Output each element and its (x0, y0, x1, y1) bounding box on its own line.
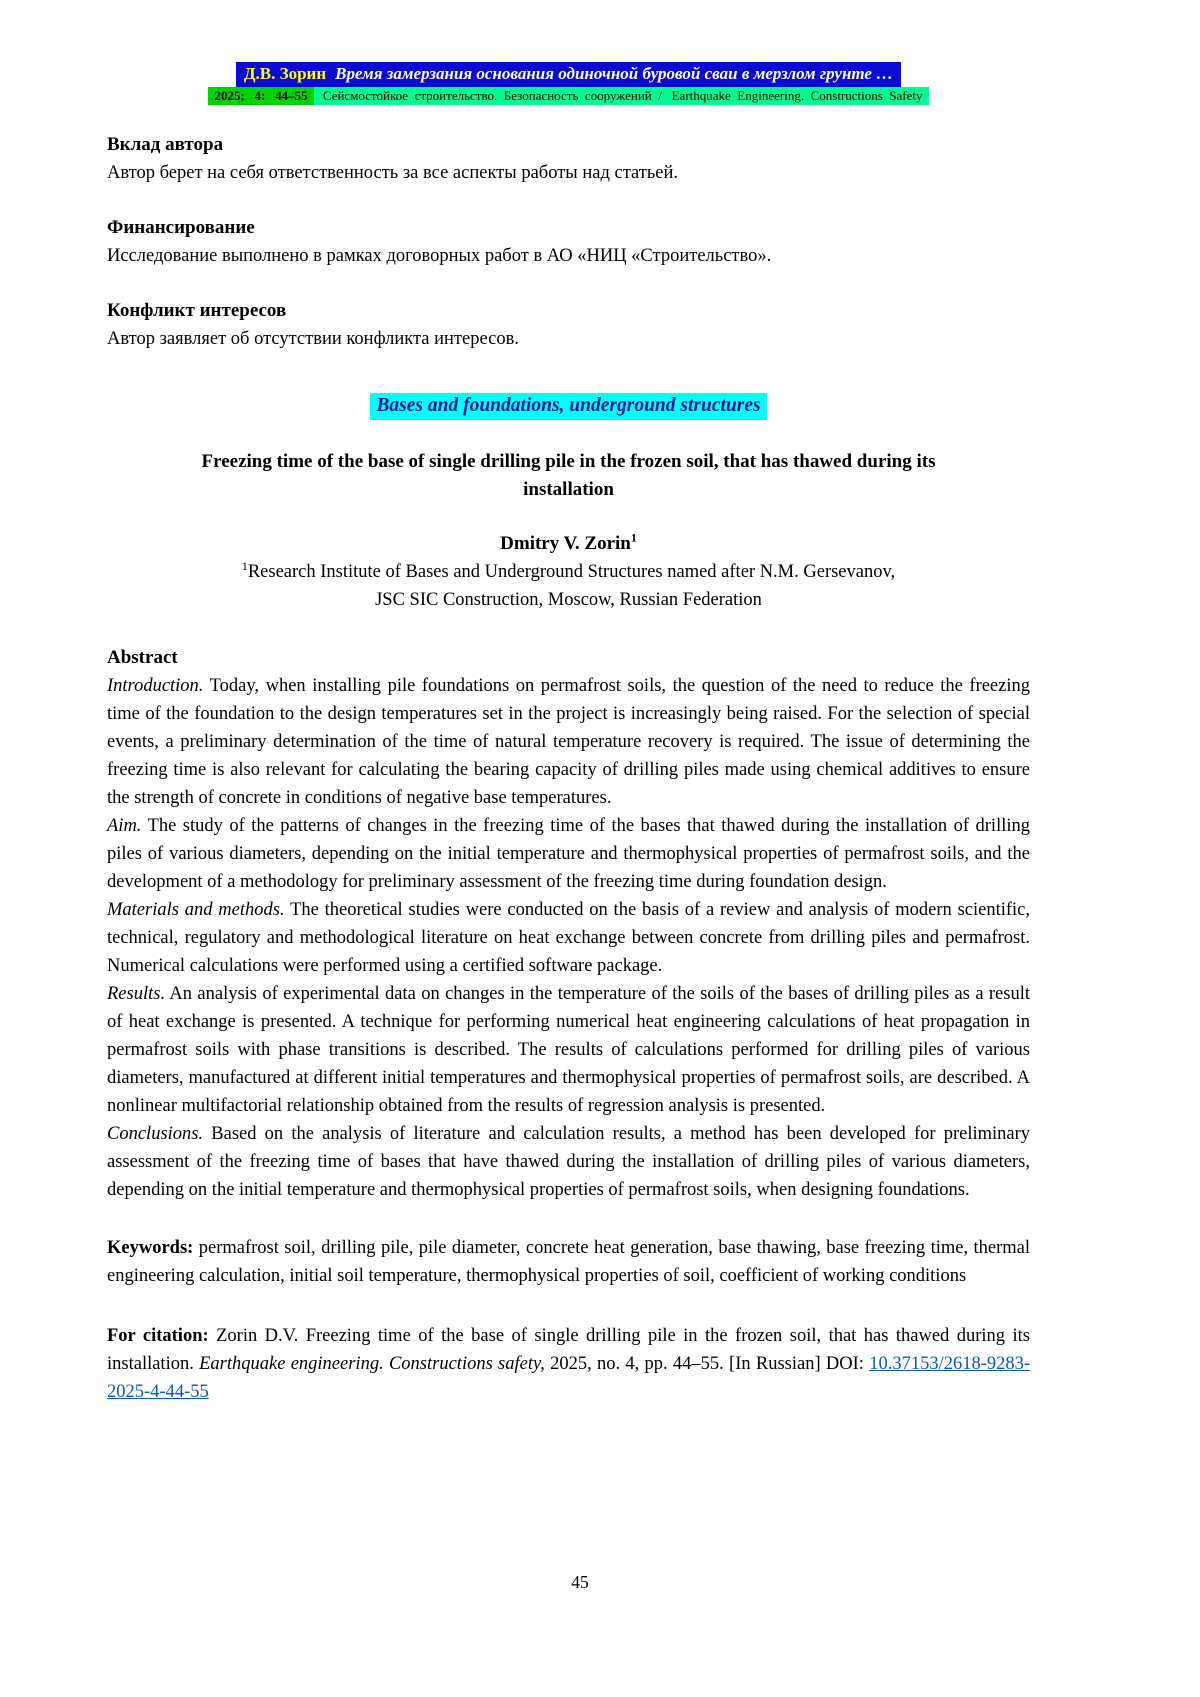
citation-journal: Earthquake engineering. Constructions safety, (199, 1353, 545, 1374)
citation-text-1: Zorin D.V. Freezing time of the base of single drilling pile in the frozen soil, that has thawed during its installation. (107, 1325, 1030, 1374)
abstract-paragraph-materials-methods (107, 896, 1030, 980)
citation-label: For citation: (107, 1325, 209, 1346)
conflict-of-interest-section (107, 297, 1030, 353)
paragraph-lead: Introduction. (107, 675, 204, 696)
paragraph-lead: Materials and methods. (107, 899, 285, 920)
page-number: 45 (571, 1572, 589, 1592)
paragraph-text: Based on the analysis of literature and calculation results, a method has been developed for preliminary assessment of the freezing time of bases that have thawed during the installation of drilling piles of various diameters, depending on the initial temperature and thermophysical properties of permafrost soils, when designing foundations. (107, 1123, 1031, 1200)
abstract-paragraph-aim (107, 812, 1030, 896)
paragraph-lead: Aim. (107, 815, 142, 836)
author-contribution-section (107, 131, 1030, 187)
section-banner-wrap (107, 393, 1030, 420)
author-superscript: 1 (630, 530, 637, 545)
conflict-of-interest-text: Автор заявляет об отсутствии конфликта интересов. (107, 328, 519, 349)
affiliation-superscript: 1 (241, 558, 248, 573)
keywords-text: permafrost soil, drilling pile, pile diameter, concrete heat generation, base thawing, base freezing time, thermal engineering calculation, initial soil temperature, thermophysical properties of soil, coefficient of working conditions (107, 1237, 1030, 1286)
doi-link[interactable]: 10.37153/2618-9283-2025-4-44-55 (107, 1353, 1031, 1402)
author-contribution-text: Автор берет на себя ответственность за все аспекты работы над статьей. (107, 162, 679, 183)
conflict-of-interest-heading: Конфликт интересов (107, 299, 287, 321)
paragraph-text: Today, when installing pile foundations on permafrost soils, the question of the need to reduce the freezing time of the foundation to the design temperatures set in the project is increasingly being raised. For the selection of special events, a preliminary determination of the time of natural temperature recovery is required. The issue of determining the freezing time is also relevant for calculating the bearing capacity of drilling piles made using chemical additives to ensure the strength of concrete in conditions of negative base temperatures. (107, 675, 1030, 808)
paragraph-lead: Results. (107, 983, 166, 1004)
keywords-label: Keywords: (107, 1237, 194, 1258)
journal-header (107, 62, 1030, 104)
paragraph-lead: Conclusions. (107, 1123, 204, 1144)
affiliation-text-1: Research Institute of Bases and Underground Structures named after N.M. Gersevanov, (247, 561, 896, 582)
article-author (107, 530, 1030, 558)
running-head-bar (236, 62, 901, 87)
citation-paragraph (107, 1322, 1030, 1406)
paragraph-text: An analysis of experimental data on changes in the temperature of the soils of the bases of drilling piles as a result of heat exchange is presented. A technique for performing numerical heat engineering calculations of heat propagation in permafrost soils with phase transitions is described. The results of calculations performed for drilling piles of various diameters, manufactured at different initial temperatures and thermophysical properties of permafrost soils, are described. A nonlinear multifactorial relationship obtained from the results of regression analysis is presented. (107, 983, 1030, 1116)
running-head-title: Время замерзания основания одиночной буровой сваи в мерзлом грунте … (335, 64, 894, 83)
article-title: Freezing time of the base of single drilling pile in the frozen soil, that has thawed during its installation (201, 450, 936, 500)
abstract-paragraph-conclusions (107, 1120, 1030, 1204)
citation-text-2: 2025, no. 4, pp. 44–55. [In Russian] DOI: (550, 1353, 864, 1374)
affiliation-line-1 (107, 558, 1030, 586)
author-contribution-heading: Вклад автора (107, 133, 224, 155)
affiliation-line-2: JSC SIC Construction, Moscow, Russian Federation (375, 589, 762, 610)
paragraph-text: The theoretical studies were conducted on the basis of a review and analysis of modern scientific, technical, regulatory and methodological literature on heat exchange between concrete from drilling piles and permafrost. Numerical calculations were performed using a certified software package. (107, 899, 1030, 976)
journal-info-bar (107, 88, 1030, 104)
abstract-heading: Abstract (107, 646, 178, 668)
author-name: Dmitry V. Zorin (500, 532, 631, 554)
abstract-paragraph-introduction (107, 672, 1030, 812)
issue-info: 2025; 4: 44–55 (208, 87, 313, 105)
section-banner: Bases and foundations, underground structures (370, 393, 766, 420)
funding-heading: Финансирование (107, 216, 255, 238)
paragraph-text: The study of the patterns of changes in the freezing time of the bases that thawed during the installation of drilling piles of various diameters, depending on the initial temperature and thermophysical properties of permafrost soils, and the development of a methodology for preliminary assessment of the freezing time during foundation design. (107, 815, 1030, 892)
running-head-author: Д.В. Зорин (243, 64, 327, 83)
abstract-paragraph-results (107, 980, 1030, 1120)
funding-text: Исследование выполнено в рамках договорных работ в АО «НИЦ «Строительство». (107, 245, 772, 266)
journal-name: Сейсмостойкое строительство. Безопасность сооружений / Earthquake Engineering. Constructions Safety (314, 87, 929, 105)
keywords-paragraph (107, 1234, 1030, 1290)
funding-section (107, 214, 1030, 270)
